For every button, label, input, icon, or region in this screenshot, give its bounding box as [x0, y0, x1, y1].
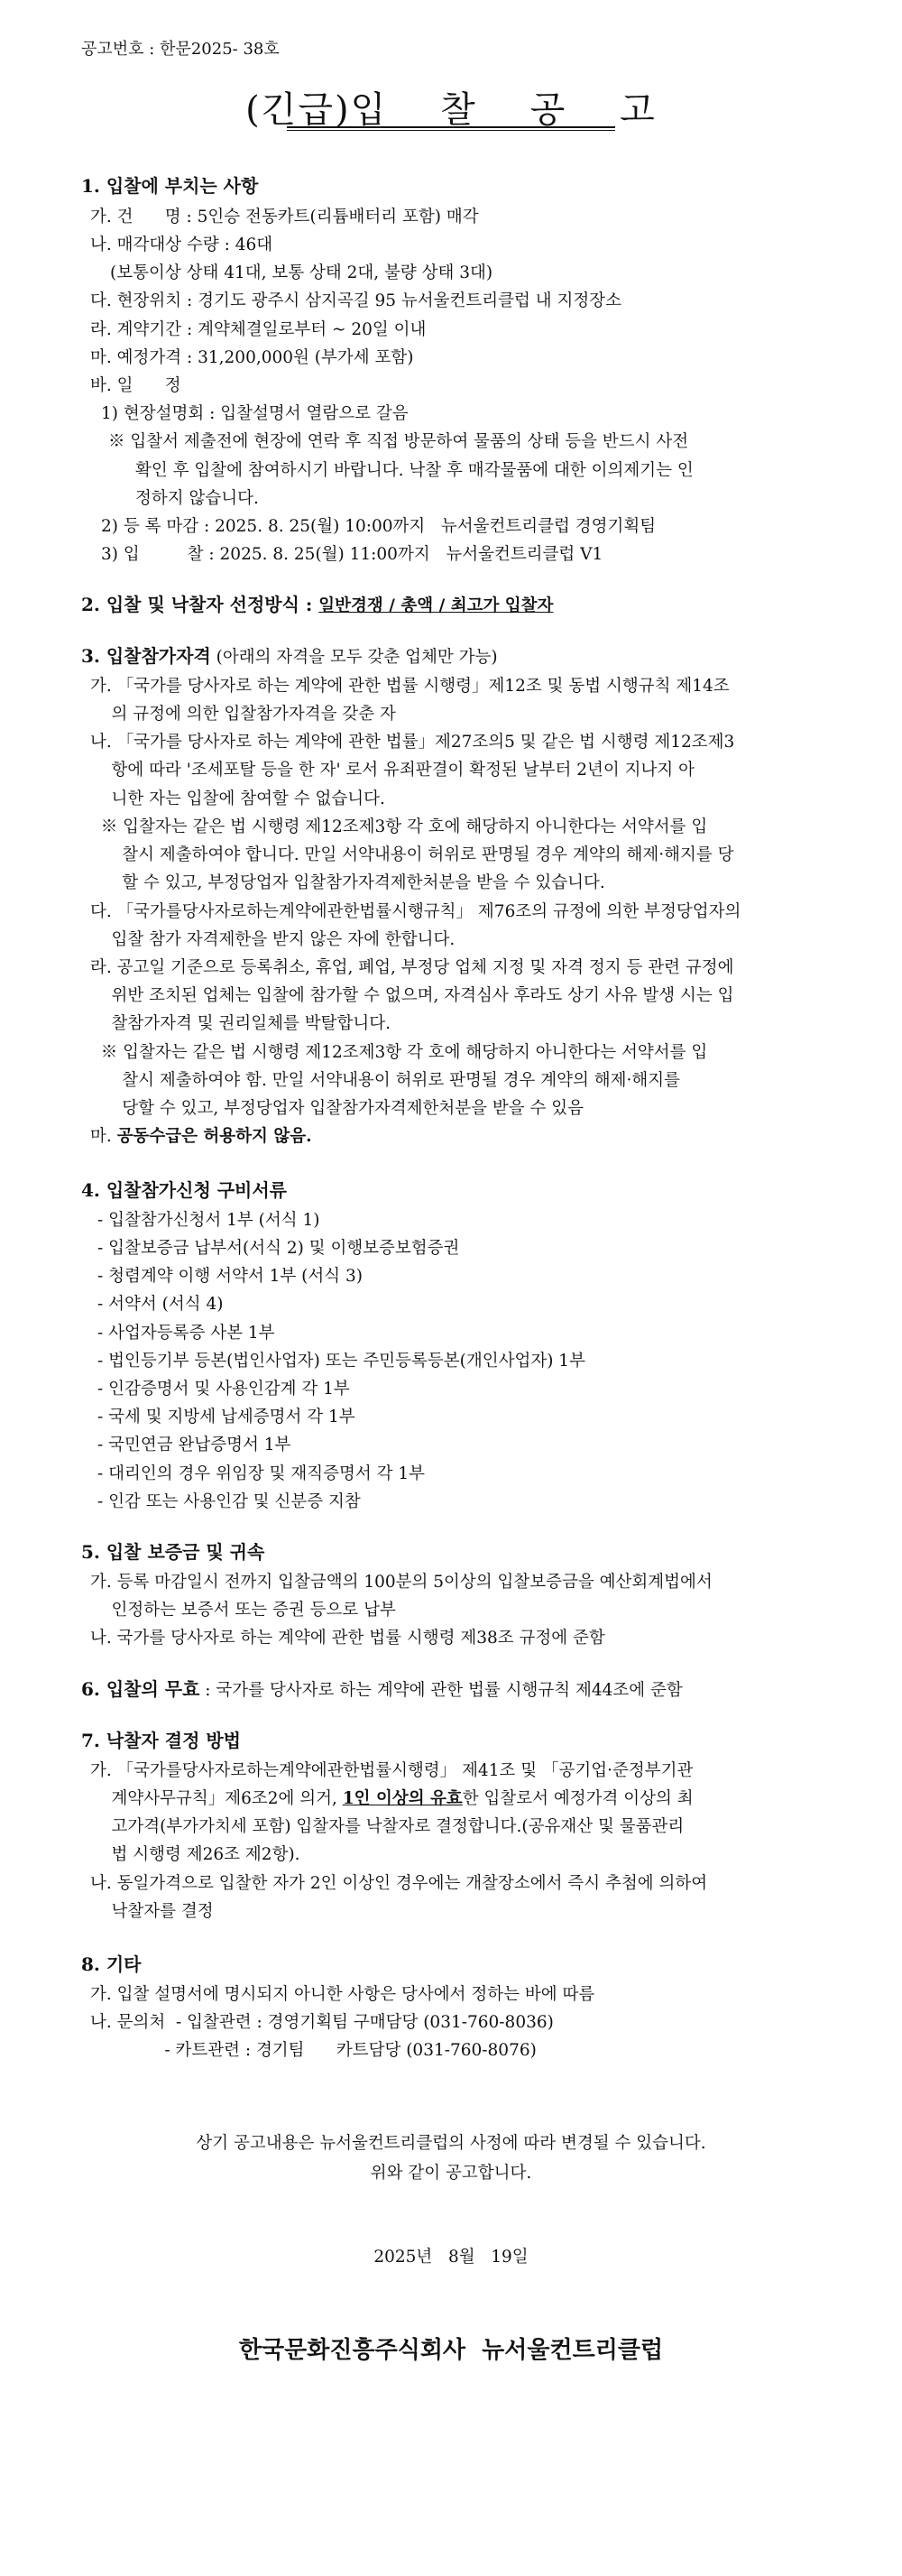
s1-item-ba: 바. 일 정 [90, 376, 181, 395]
s3-line: 당할 수 있고, 부정당업자 입찰참가자격제한처분을 받을 수 있음 [90, 1099, 584, 1118]
valid-bid-emphasis: 1인 이상의 유효 [342, 1789, 463, 1808]
s1-schedule-2: 2) 등 록 마감 : 2025. 8. 25(월) 10:00까지 뉴서울컨트리클럽 경영기획팀 [101, 517, 657, 536]
s1-note-line-1: ※ 입찰서 제출전에 현장에 연락 후 직접 방문하여 물품의 상태 등을 반드시 사전 [108, 432, 689, 451]
document-list-item: - 대리인의 경우 위임장 및 재직증명서 각 1부 [97, 1464, 425, 1483]
s1-note-line-2: 확인 후 입찰에 참여하시기 바랍니다. 낙찰 후 매각물품에 대한 이의제기는 인 [135, 461, 694, 480]
s7-line: 낙찰자를 결정 [90, 1902, 214, 1921]
document-list-item: - 입찰참가신청서 1부 (서식 1) [97, 1211, 320, 1230]
section-2-heading: 2. 입찰 및 낙찰자 선정방식 : 일반경쟁 / 총액 / 최고가 입찰자 [81, 594, 554, 615]
document-list-item: - 청렴계약 이행 서약서 1부 (서식 3) [97, 1267, 363, 1286]
s3-line: 위반 조치된 업체는 입찰에 참가할 수 없으며, 자격심사 후라도 상기 사유 발생 시는 입 [90, 986, 734, 1005]
section-1-heading: 1. 입찰에 부치는 사항 [81, 175, 259, 197]
s1-schedule-1: 1) 현장설명회 : 입찰설명서 열람으로 갈음 [101, 404, 409, 423]
change-notice: 상기 공고내용은 뉴서울컨트리클럽의 사정에 따라 변경될 수 있습니다. [196, 2134, 706, 2153]
s3-line: 니한 자는 입찰에 참여할 수 없습니다. [90, 789, 385, 808]
section-7-heading: 7. 낙찰자 결정 방법 [81, 1730, 242, 1751]
section-8-heading: 8. 기타 [81, 1953, 142, 1975]
section-3-heading: 3. 입찰참가자격 (아래의 자격을 모두 갖춘 업체만 가능) [81, 645, 498, 667]
s3-line: ※ 입찰자는 같은 법 시행령 제12조제3항 각 호에 해당하지 아니한다는 서약서를 입 [90, 817, 708, 836]
s3-line: 나. 「국가를 당사자로 하는 계약에 관한 법률」제27조의5 및 같은 법 시행령 제12조제3 [90, 733, 735, 752]
s3-line: 의 규정에 의한 입찰참가자격을 갖춘 자 [90, 705, 396, 724]
s3-line: 찰시 제출하여야 합니다. 만일 서약내용이 허위로 판명될 경우 계약의 해제·해지를 당 [90, 845, 734, 864]
s7-line: 법 시행령 제26조 제2항). [90, 1845, 300, 1864]
section-6-heading: 6. 입찰의 무효 : 국가를 당사자로 하는 계약에 관한 법률 시행규칙 제44조에 준함 [81, 1678, 683, 1700]
document-list-item: - 입찰보증금 납부서(서식 2) 및 이행보증보험증권 [97, 1239, 460, 1258]
page-title: (긴급)입 찰 공 고 [245, 89, 657, 131]
s1-schedule-3: 3) 입 찰 : 2025. 8. 25(월) 11:00까지 뉴서울컨트리클럽 V1 [101, 545, 603, 564]
s1-note-line-3: 정하지 않습니다. [135, 489, 259, 508]
title-underline-thin [287, 130, 615, 131]
title-underline [287, 126, 615, 128]
s1-item-ma: 마. 예정가격 : 31,200,000원 (부가세 포함) [90, 348, 414, 367]
document-list-item: - 국민연금 완납증명서 1부 [97, 1436, 291, 1454]
s7-line: 고가격(부가가치세 포함) 입찰자를 낙찰자로 결정합니다.(공유재산 및 물품관리 [90, 1817, 685, 1836]
s5-line: 가. 등록 마감일시 전까지 입찰금액의 100분의 5이상의 입찰보증금을 예산회계법에서 [90, 1573, 713, 1592]
s5-line: 나. 국가를 당사자로 하는 계약에 관한 법률 시행령 제38조 규정에 준함 [90, 1629, 605, 1648]
joint-bid-notice: 공동수급은 허용하지 않음. [116, 1127, 312, 1146]
document-list-item: - 법인등기부 등본(법인사업자) 또는 주민등록등본(개인사업자) 1부 [97, 1352, 585, 1371]
document-list-item: - 국세 및 지방세 납세증명서 각 1부 [97, 1408, 355, 1426]
announce-line: 위와 같이 공고합니다. [370, 2164, 532, 2183]
s3-line: 할 수 있고, 부정당업자 입찰참가자격제한처분을 받을 수 있습니다. [90, 873, 605, 892]
s5-line: 인정하는 보증서 또는 증권 등으로 납부 [90, 1601, 396, 1620]
s1-item-na: 나. 매각대상 수량 : 46대 [90, 235, 273, 254]
s8-contact-bidding: 나. 문의처 - 입찰관련 : 경영기획팀 구매담당 (031-760-8036) [90, 2013, 554, 2032]
s7-line: 나. 동일가격으로 입찰한 자가 2인 이상인 경우에는 개찰장소에서 즉시 추첨에 의하여 [90, 1874, 708, 1893]
document-list-item: - 인감증명서 및 사용인감계 각 1부 [97, 1380, 350, 1399]
notice-date: 2025년 8월 19일 [373, 2248, 529, 2267]
section-5-heading: 5. 입찰 보증금 및 귀속 [81, 1541, 265, 1563]
s7-line: 계약사무규칙」제6조2에 의거, 1인 이상의 유효한 입찰로서 예정가격 이상의 최 [90, 1789, 694, 1808]
s3-line: 다. 「국가를당사자로하는계약에관한법률시행규칙」 제76조의 규정에 의한 부정당업자의 [90, 902, 741, 921]
s3-last-line: 마. 공동수급은 허용하지 않음. [90, 1127, 312, 1146]
s7-line: 가. 「국가를당사자로하는계약에관한법률시행령」 제41조 및 「공기업·준정부기관 [90, 1761, 694, 1780]
document-list-item: - 사업자등록증 사본 1부 [97, 1324, 275, 1343]
document-list-item: - 서약서 (서식 4) [97, 1295, 224, 1314]
s3-line: 가. 「국가를 당사자로 하는 계약에 관한 법률 시행령」제12조 및 동법 시행규칙 제14조 [90, 677, 730, 696]
selection-method: 일반경쟁 / 총액 / 최고가 입찰자 [318, 596, 554, 615]
s1-item-ra: 라. 계약기간 : 계약체결일로부터 ~ 20일 이내 [90, 320, 427, 339]
section-4-heading: 4. 입찰참가신청 구비서류 [81, 1179, 288, 1201]
issuer-organization: 한국문화진흥주식회사 뉴서울컨트리클럽 [238, 2337, 664, 2364]
s3-line: 찰참가자격 및 권리일체를 박탈합니다. [90, 1014, 391, 1033]
s1-item-na-sub: (보통이상 상태 41대, 보통 상태 2대, 불량 상태 3대) [110, 263, 493, 282]
s8-line: 가. 입찰 설명서에 명시되지 아니한 사항은 당사에서 정하는 바에 따름 [90, 1985, 595, 2004]
s3-line: 라. 공고일 기준으로 등록취소, 휴업, 폐업, 부정당 업체 지정 및 자격 정지 등 관련 규정에 [90, 958, 734, 977]
s1-item-ga: 가. 건 명 : 5인승 전동카트(리튬배터리 포함) 매각 [90, 208, 479, 226]
s3-line: 입찰 참가 자격제한을 받지 않은 자에 한합니다. [90, 930, 456, 949]
s3-line: 찰시 제출하여야 함. 만일 서약내용이 허위로 판명될 경우 계약의 해제·해지를 [90, 1071, 680, 1090]
s3-line: ※ 입찰자는 같은 법 시행령 제12조제3항 각 호에 해당하지 아니한다는 서약서를 입 [90, 1043, 708, 1062]
document-list-item: - 인감 또는 사용인감 및 신분증 지참 [97, 1492, 361, 1511]
s3-line: 항에 따라 '조세포탈 등을 한 자' 로서 유죄판결이 확정된 날부터 2년이 지나지 아 [90, 761, 695, 780]
notice-number: 공고번호 : 한문2025- 38호 [81, 40, 280, 59]
s1-item-da: 다. 현장위치 : 경기도 광주시 삼지곡길 95 뉴서울컨트리클럽 내 지정장소 [90, 291, 621, 310]
s8-contact-cart: - 카트관련 : 경기팀 카트담당 (031-760-8076) [90, 2041, 537, 2060]
